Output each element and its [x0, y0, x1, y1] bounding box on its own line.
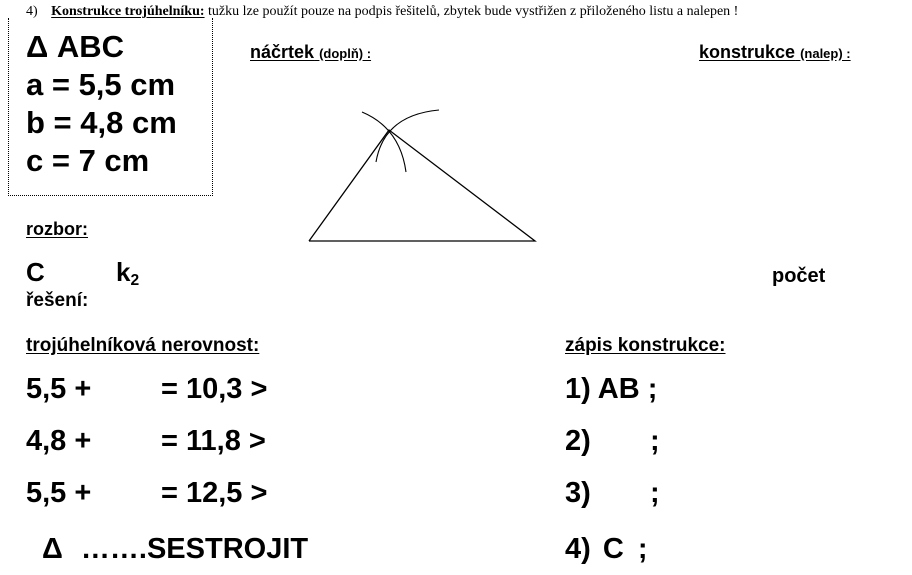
inequality-row-1-left: 5,5 +	[26, 373, 92, 405]
inequality-row-3-right: = 12,5 >	[161, 477, 268, 509]
solutions-label: řešení:	[26, 290, 89, 311]
given-side-b: b = 4,8 cm	[26, 105, 177, 140]
sketch-label-text: náčrtek	[250, 42, 315, 62]
step-4	[565, 533, 648, 566]
analysis-point: C	[26, 257, 45, 287]
step-number: 1)	[565, 373, 591, 405]
task-number: 4)	[26, 4, 38, 19]
step-number: 4)	[565, 533, 591, 565]
circle-name: k	[116, 257, 131, 287]
construction-label	[699, 42, 851, 63]
sketch-label-note: (doplň) :	[319, 46, 372, 61]
construction-label-text: konstrukce	[699, 42, 796, 62]
given-triangle: Δ ABC	[26, 29, 125, 64]
step-number: 3)	[565, 477, 591, 509]
construction-label-note: (nalep) :	[800, 46, 851, 61]
step-end: ;	[647, 373, 658, 405]
given-side-c: c = 7 cm	[26, 143, 150, 178]
inequality-row-2-left: 4,8 +	[26, 425, 92, 457]
arc-k1	[362, 112, 406, 172]
count-label: počet	[772, 265, 826, 287]
step-2	[565, 425, 591, 458]
step-end: ;	[637, 533, 648, 565]
task-title: Konstrukce trojúhelníku:	[51, 4, 205, 19]
inequality-label: trojúhelníková nerovnost:	[26, 335, 260, 356]
inequality-row-3-left: 5,5 +	[26, 477, 92, 509]
sketch-label	[250, 42, 371, 63]
task-instructions: tužku lze použít pouze na podpis řešitelů, zbytek bude vystřižen z přiloženého listu a nalepen !	[208, 4, 739, 19]
step-3-end: ;	[650, 477, 660, 509]
step-text: AB	[597, 373, 640, 405]
conclusion	[42, 533, 308, 566]
analysis-circle	[116, 257, 139, 290]
step-3	[565, 477, 591, 510]
given-side-a: a = 5,5 cm	[26, 67, 176, 102]
conclusion-symbol: Δ	[42, 533, 63, 565]
triangle-outline	[309, 130, 535, 241]
steps-label: zápis konstrukce:	[565, 335, 726, 356]
step-text: C	[602, 533, 624, 565]
analysis-label: rozbor:	[26, 219, 88, 239]
triangle-sketch	[300, 100, 545, 250]
step-2-end: ;	[650, 425, 660, 457]
circle-subscript: 2	[130, 271, 140, 289]
inequality-row-1-right: = 10,3 >	[161, 373, 268, 405]
step-1	[565, 373, 657, 406]
inequality-row-2-right: = 11,8 >	[161, 425, 266, 457]
conclusion-text: …….SESTROJIT	[80, 533, 309, 565]
arc-k2	[376, 110, 439, 162]
step-number: 2)	[565, 425, 591, 457]
